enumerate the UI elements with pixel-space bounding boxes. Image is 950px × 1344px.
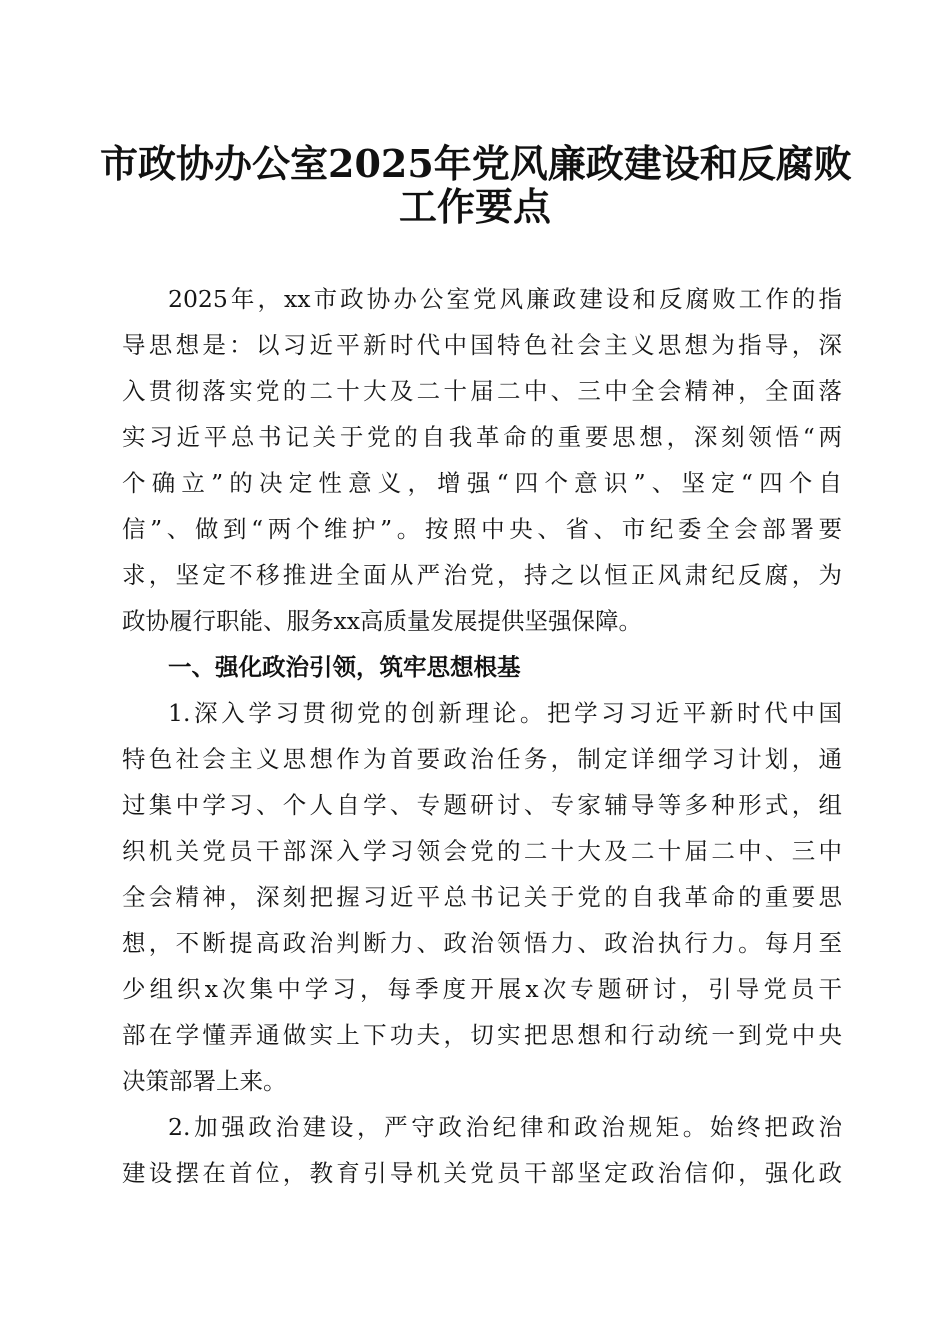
paragraph-line: 1.深入学习贯彻党的创新理论。把学习习近平新时代中国	[168, 699, 842, 727]
paragraph-line: 少组织x次集中学习，每季度开展x次专题研讨，引导党员干	[122, 975, 842, 1003]
paragraph-line: 织机关党员干部深入学习领会党的二十大及二十届二中、三中	[122, 837, 842, 865]
paragraph-line: 求，坚定不移推进全面从严治党，持之以恒正风肃纪反腐，为	[122, 561, 842, 589]
paragraph-line: 入贯彻落实党的二十大及二十届二中、三中全会精神，全面落	[122, 377, 842, 405]
section-heading: 一、强化政治引领，筑牢思想根基	[168, 653, 521, 681]
paragraph-line: 2.加强政治建设，严守政治纪律和政治规矩。始终把政治	[168, 1113, 842, 1141]
document-title-line-1: 市政协办公室2025年党风廉政建设和反腐败	[100, 141, 852, 186]
paragraph-line: 2025年，xx市政协办公室党风廉政建设和反腐败工作的指	[168, 285, 842, 313]
paragraph-line: 决策部署上来。	[122, 1067, 287, 1095]
paragraph-line: 信”、做到“两个维护”。按照中央、省、市纪委全会部署要	[122, 515, 842, 543]
paragraph-line: 导思想是：以习近平新时代中国特色社会主义思想为指导，深	[122, 331, 842, 359]
paragraph-line: 实习近平总书记关于党的自我革命的重要思想，深刻领悟“两	[122, 423, 842, 451]
paragraph-line: 特色社会主义思想作为首要政治任务，制定详细学习计划，通	[122, 745, 842, 773]
paragraph-line: 过集中学习、个人自学、专题研讨、专家辅导等多种形式，组	[122, 791, 842, 819]
paragraph-line: 政协履行职能、服务xx高质量发展提供坚强保障。	[122, 607, 643, 635]
document-title-line-2: 工作要点	[398, 184, 551, 229]
paragraph-line: 建设摆在首位，教育引导机关党员干部坚定政治信仰，强化政	[122, 1159, 842, 1187]
paragraph-line: 全会精神，深刻把握习近平总书记关于党的自我革命的重要思	[122, 883, 842, 911]
paragraph-line: 个确立”的决定性意义，增强“四个意识”、坚定“四个自	[122, 469, 842, 497]
paragraph-line: 想，不断提高政治判断力、政治领悟力、政治执行力。每月至	[122, 929, 842, 957]
paragraph-line: 部在学懂弄通做实上下功夫，切实把思想和行动统一到党中央	[122, 1021, 842, 1049]
